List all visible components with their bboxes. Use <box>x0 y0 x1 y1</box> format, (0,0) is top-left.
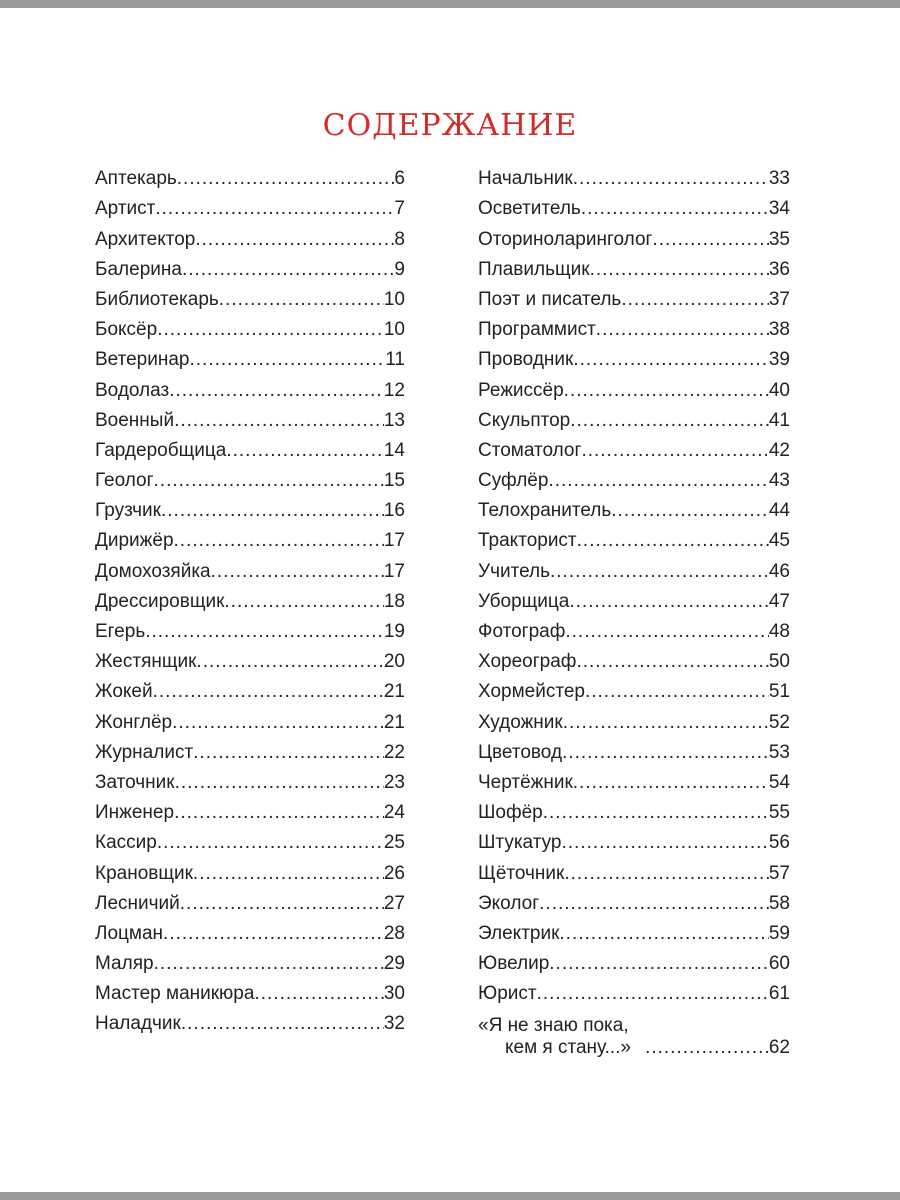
entry-page-number: 52 <box>768 711 790 733</box>
entry-page-number: 45 <box>768 530 790 552</box>
dot-leader <box>177 168 395 190</box>
dot-leader <box>611 500 769 522</box>
entry-title: Щёточник <box>478 862 565 884</box>
entry-title: Мастер маникюра <box>95 983 255 1005</box>
dot-leader <box>539 893 769 915</box>
dot-leader <box>193 742 384 764</box>
entry-page-number: 58 <box>768 892 790 914</box>
toc-entry[interactable] <box>478 552 790 582</box>
toc-entry[interactable] <box>478 432 790 462</box>
toc-entry[interactable] <box>478 734 790 764</box>
entry-page-number: 21 <box>383 711 405 733</box>
dot-leader <box>645 1037 769 1059</box>
entry-page-number: 42 <box>768 439 790 461</box>
toc-entry[interactable] <box>95 552 405 582</box>
toc-entry[interactable] <box>95 764 405 794</box>
entry-page-number: 38 <box>768 319 790 341</box>
entry-page-number: 55 <box>768 802 790 824</box>
entry-page-number: 30 <box>383 983 405 1005</box>
entry-title: Грузчик <box>95 500 161 522</box>
entry-page-number: 18 <box>383 590 405 612</box>
entry-page-number: 29 <box>383 953 405 975</box>
entry-title: Геолог <box>95 470 154 492</box>
contents-page <box>0 8 900 1192</box>
toc-entry[interactable] <box>95 160 405 190</box>
dot-leader <box>562 742 769 764</box>
entry-title: Начальник <box>478 168 573 190</box>
toc-entry[interactable] <box>95 281 405 311</box>
dot-leader <box>226 440 384 462</box>
dot-leader <box>549 953 769 975</box>
entry-title: Осветитель <box>478 198 581 220</box>
entry-page-number: 50 <box>768 651 790 673</box>
entry-page-number: 46 <box>768 560 790 582</box>
toc-entry[interactable] <box>478 371 790 401</box>
toc-entry[interactable] <box>478 492 790 522</box>
toc-entry[interactable] <box>478 673 790 703</box>
entry-page-number: 16 <box>383 500 405 522</box>
entry-page-number: 56 <box>768 832 790 854</box>
entry-title: Хореограф <box>478 651 577 673</box>
dot-leader <box>163 923 384 945</box>
toc-entry[interactable] <box>478 613 790 643</box>
toc-entry[interactable] <box>95 402 405 432</box>
entry-page-number: 24 <box>383 802 405 824</box>
entry-title: Скульптор <box>478 409 571 431</box>
entry-title: Электрик <box>478 922 560 944</box>
entry-page-number: 32 <box>383 1013 405 1035</box>
dot-leader <box>145 621 384 643</box>
toc-entry[interactable] <box>95 583 405 613</box>
dot-leader <box>174 410 384 432</box>
dot-leader <box>652 229 768 251</box>
entry-page-number: 7 <box>394 198 405 220</box>
entry-title: Телохранитель <box>478 500 612 522</box>
toc-entry[interactable] <box>95 854 405 884</box>
toc-entry[interactable] <box>95 190 405 220</box>
entry-page-number: 21 <box>383 681 405 703</box>
dot-leader <box>550 561 769 583</box>
entry-title: Ювелир <box>478 953 550 975</box>
entry-title-line1: «Я не знаю пока, <box>478 1015 629 1037</box>
dot-leader <box>157 319 384 341</box>
entry-title: Шофёр <box>478 802 543 824</box>
entry-title: Журналист <box>95 741 194 763</box>
entry-title: Инженер <box>95 802 175 824</box>
dot-leader <box>577 530 769 552</box>
entry-page-number: 13 <box>383 409 405 431</box>
entry-title-line2: кем я стану...» <box>505 1037 632 1059</box>
entry-title: Библиотекарь <box>95 288 219 310</box>
toc-entry[interactable] <box>95 341 405 371</box>
entry-title: Поэт и писатель <box>478 288 622 310</box>
toc-entry[interactable] <box>478 915 790 945</box>
dot-leader <box>154 953 384 975</box>
toc-entry[interactable] <box>95 824 405 854</box>
entry-page-number: 15 <box>383 470 405 492</box>
entry-page-number: 57 <box>768 862 790 884</box>
toc-entry[interactable] <box>95 220 405 250</box>
toc-entry[interactable] <box>95 673 405 703</box>
entry-page-number: 17 <box>383 530 405 552</box>
toc-entry[interactable] <box>478 794 790 824</box>
toc-entry[interactable] <box>478 281 790 311</box>
entry-page-number: 43 <box>768 470 790 492</box>
toc-entry[interactable] <box>95 492 405 522</box>
toc-entry[interactable] <box>95 975 405 1005</box>
entry-title: Наладчик <box>95 1013 181 1035</box>
entry-title: Юрист <box>478 983 537 1005</box>
dot-leader <box>172 712 384 734</box>
dot-leader <box>174 802 384 824</box>
dot-leader <box>621 289 769 311</box>
toc-entry[interactable] <box>478 975 790 1005</box>
toc-entry[interactable] <box>478 583 790 613</box>
toc-entry[interactable] <box>478 854 790 884</box>
dot-leader <box>193 863 384 885</box>
toc-entry[interactable] <box>95 613 405 643</box>
entry-title: Цветовод <box>478 741 563 763</box>
dot-leader <box>563 712 769 734</box>
toc-entry[interactable] <box>95 885 405 915</box>
dot-leader <box>211 561 384 583</box>
toc-entry[interactable] <box>478 220 790 250</box>
dot-leader <box>155 198 394 220</box>
entry-title: Военный <box>95 409 175 431</box>
entry-title: Егерь <box>95 621 146 642</box>
dot-leader <box>189 349 385 371</box>
toc-entry[interactable] <box>478 643 790 673</box>
toc-entry[interactable] <box>478 160 790 190</box>
entry-page-number: 9 <box>394 258 405 280</box>
entry-title: Артист <box>95 198 156 220</box>
toc-entry-final[interactable] <box>478 1007 790 1059</box>
entry-page-number: 35 <box>768 228 790 250</box>
entry-title: Балерина <box>95 258 182 280</box>
dot-leader <box>573 168 769 190</box>
toc-entry[interactable] <box>95 251 405 281</box>
toc-entry[interactable] <box>95 945 405 975</box>
entry-page-number: 37 <box>768 288 790 310</box>
entry-title: Гардеробщица <box>95 439 227 461</box>
entry-title: Водолаз <box>95 379 170 401</box>
toc-entry[interactable] <box>478 764 790 794</box>
dot-leader <box>161 500 384 522</box>
entry-page-number: 10 <box>383 319 405 341</box>
contents-column-left <box>95 160 405 1035</box>
entry-title: Заточник <box>95 771 175 793</box>
dot-leader <box>581 440 768 462</box>
entry-title: Суфлёр <box>478 470 549 492</box>
entry-title: Лоцман <box>95 922 164 944</box>
entry-page-number: 62 <box>768 1037 790 1059</box>
dot-leader <box>573 349 769 371</box>
entry-page-number: 34 <box>768 198 790 220</box>
entry-title: Уборщица <box>478 590 570 612</box>
entry-title: Аптекарь <box>95 168 177 190</box>
toc-entry[interactable] <box>478 311 790 341</box>
dot-leader <box>195 229 394 251</box>
entry-page-number: 12 <box>383 379 405 401</box>
entry-page-number: 27 <box>383 892 405 914</box>
entry-page-number: 25 <box>383 832 405 854</box>
entry-page-number: 60 <box>768 953 790 975</box>
entry-title: Эколог <box>478 892 540 914</box>
dot-leader <box>154 470 384 492</box>
dot-leader <box>174 530 384 552</box>
entry-page-number: 17 <box>383 560 405 582</box>
entry-title: Лесничий <box>95 892 180 914</box>
dot-leader <box>576 651 768 673</box>
toc-entry[interactable] <box>95 311 405 341</box>
toc-entry[interactable] <box>95 371 405 401</box>
entry-title: Дрессировщик <box>95 590 225 612</box>
entry-title: Тракторист <box>478 530 577 552</box>
entry-page-number: 54 <box>768 771 790 793</box>
dot-leader <box>596 319 769 341</box>
toc-entry[interactable] <box>478 462 790 492</box>
entry-page-number: 40 <box>768 379 790 401</box>
toc-entry[interactable] <box>478 824 790 854</box>
entry-title: Фотограф <box>478 621 566 642</box>
toc-entry[interactable] <box>95 522 405 552</box>
entry-title: Художник <box>478 711 563 733</box>
toc-entry[interactable] <box>478 945 790 975</box>
dot-leader <box>254 983 383 1005</box>
entry-page-number: 22 <box>383 741 405 763</box>
entry-page-number: 61 <box>768 983 790 1005</box>
entry-page-number: 14 <box>383 439 405 461</box>
entry-page-number: 11 <box>385 349 405 371</box>
entry-page-number: 6 <box>394 168 405 190</box>
entry-page-number: 10 <box>383 288 405 310</box>
toc-entry[interactable] <box>478 885 790 915</box>
entry-page-number: 19 <box>383 621 405 642</box>
entry-title: Плавильщик <box>478 258 590 280</box>
entry-title: Боксёр <box>95 319 158 341</box>
dot-leader <box>548 470 768 492</box>
dot-leader <box>175 772 384 794</box>
entry-page-number: 59 <box>768 922 790 944</box>
entry-page-number: 39 <box>768 349 790 371</box>
dot-leader <box>181 1013 384 1035</box>
entry-page-number: 20 <box>383 651 405 673</box>
entry-title: Жонглёр <box>95 711 173 733</box>
entry-page-number: 53 <box>768 741 790 763</box>
entry-title: Ветеринар <box>95 349 190 371</box>
entry-page-number: 8 <box>394 228 405 250</box>
entry-title: Дирижёр <box>95 530 174 552</box>
dot-leader <box>570 410 769 432</box>
entry-title: Архитектор <box>95 228 196 250</box>
contents-column-right <box>478 160 790 1059</box>
entry-title: Жокей <box>95 681 153 703</box>
toc-entry[interactable] <box>478 251 790 281</box>
entry-title <box>478 1015 631 1059</box>
dot-leader <box>585 681 769 703</box>
entry-page-number: 41 <box>768 409 790 431</box>
toc-entry[interactable] <box>95 643 405 673</box>
toc-entry[interactable] <box>95 794 405 824</box>
entry-title: Хормейстер <box>478 681 585 703</box>
toc-entry[interactable] <box>478 703 790 733</box>
dot-leader <box>169 380 384 402</box>
entry-title: Домохозяйка <box>95 560 211 582</box>
toc-entry[interactable] <box>95 462 405 492</box>
entry-page-number: 47 <box>768 590 790 612</box>
dot-leader <box>564 380 769 402</box>
toc-entry[interactable] <box>95 915 405 945</box>
dot-leader <box>569 591 768 613</box>
entry-title: Оториноларинголог <box>478 228 653 250</box>
entry-page-number: 51 <box>768 681 790 703</box>
entry-title: Штукатур <box>478 832 562 854</box>
entry-page-number: 26 <box>383 862 405 884</box>
entry-page-number: 23 <box>383 771 405 793</box>
entry-title: Кассир <box>95 832 157 854</box>
toc-entry[interactable] <box>95 1005 405 1035</box>
entry-page-number: 36 <box>768 258 790 280</box>
dot-leader <box>561 832 768 854</box>
entry-title: Жестянщик <box>95 651 197 673</box>
dot-leader <box>537 983 769 1005</box>
entry-title: Режиссёр <box>478 379 564 401</box>
dot-leader <box>565 621 769 643</box>
dot-leader <box>219 289 384 311</box>
dot-leader <box>157 832 384 854</box>
dot-leader <box>590 259 769 281</box>
entry-title: Маляр <box>95 953 154 975</box>
entry-title: Стоматолог <box>478 439 582 461</box>
toc-entry[interactable] <box>478 402 790 432</box>
dot-leader <box>196 651 383 673</box>
entry-title: Учитель <box>478 560 550 582</box>
dot-leader <box>573 772 769 794</box>
toc-entry[interactable] <box>478 522 790 552</box>
entry-title: Программист <box>478 319 596 341</box>
entry-page-number: 28 <box>383 922 405 944</box>
dot-leader <box>564 863 769 885</box>
entry-page-number: 44 <box>768 500 790 522</box>
page-title: СОДЕРЖАНИЕ <box>322 108 578 143</box>
toc-entry[interactable] <box>478 190 790 220</box>
toc-entry[interactable] <box>95 703 405 733</box>
entry-page-number: 48 <box>768 621 790 642</box>
dot-leader <box>180 893 384 915</box>
entry-title: Крановщик <box>95 862 193 884</box>
entry-page-number: 33 <box>768 168 790 190</box>
dot-leader <box>559 923 768 945</box>
toc-entry[interactable] <box>95 734 405 764</box>
entry-title: Проводник <box>478 349 574 371</box>
dot-leader <box>153 681 384 703</box>
toc-entry[interactable] <box>478 341 790 371</box>
toc-entry[interactable] <box>95 432 405 462</box>
dot-leader <box>581 198 769 220</box>
dot-leader <box>182 259 394 281</box>
entry-title: Чертёжник <box>478 771 573 793</box>
dot-leader <box>224 591 383 613</box>
dot-leader <box>543 802 769 824</box>
